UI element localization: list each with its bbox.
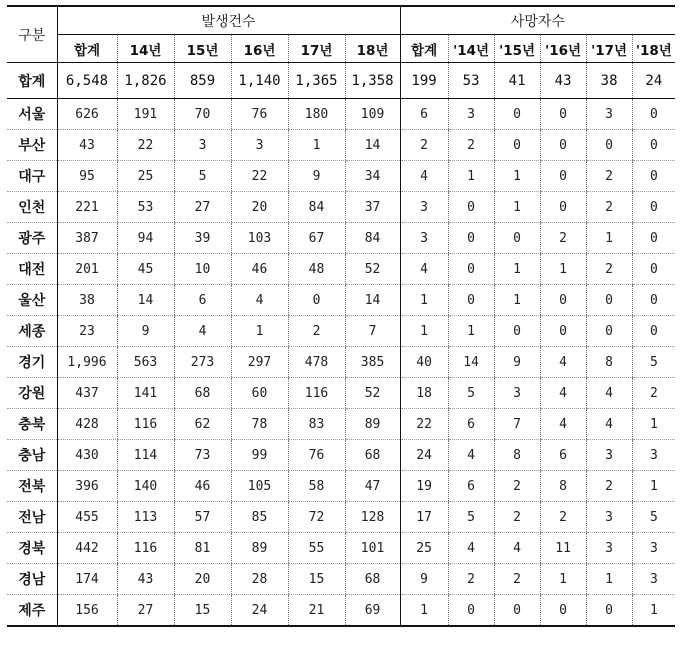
deaths-cell: 24 (400, 440, 448, 471)
deaths-cell: 0 (586, 595, 632, 627)
deaths-cell: 18 (400, 378, 448, 409)
occurrence-cell: 73 (174, 440, 231, 471)
deaths-cell: 1 (632, 595, 675, 627)
occurrence-cell: 99 (231, 440, 288, 471)
occurrence-cell: 94 (117, 223, 174, 254)
deaths-cell: 5 (448, 502, 494, 533)
row-label: 전북 (7, 471, 57, 502)
occurrence-cell: 89 (231, 533, 288, 564)
occurrence-col-header: 15년 (174, 35, 231, 63)
total-cell: 43 (540, 63, 586, 99)
occurrence-cell: 23 (57, 316, 117, 347)
deaths-cell: 4 (540, 378, 586, 409)
total-cell: 1,826 (117, 63, 174, 99)
deaths-cell: 0 (586, 285, 632, 316)
table-row (7, 502, 675, 533)
table-row (7, 595, 675, 627)
statistics-table (7, 5, 675, 627)
deaths-cell: 0 (540, 161, 586, 192)
occurrence-cell: 81 (174, 533, 231, 564)
deaths-cell: 2 (586, 471, 632, 502)
deaths-cell: 8 (540, 471, 586, 502)
deaths-cell: 1 (494, 285, 540, 316)
table-row (7, 223, 675, 254)
table-row (7, 378, 675, 409)
occurrence-cell: 14 (117, 285, 174, 316)
table-row (7, 285, 675, 316)
occurrence-cell: 116 (117, 409, 174, 440)
deaths-cell: 25 (400, 533, 448, 564)
occurrence-cell: 78 (231, 409, 288, 440)
total-cell: 1,358 (345, 63, 400, 99)
occurrence-cell: 626 (57, 99, 117, 130)
occurrence-cell: 103 (231, 223, 288, 254)
total-cell: 199 (400, 63, 448, 99)
deaths-cell: 9 (494, 347, 540, 378)
occurrence-cell: 101 (345, 533, 400, 564)
occurrence-cell: 1 (231, 316, 288, 347)
deaths-cell: 3 (632, 564, 675, 595)
deaths-cell: 7 (494, 409, 540, 440)
deaths-col-header: '15년 (494, 35, 540, 63)
occurrence-cell: 20 (231, 192, 288, 223)
deaths-cell: 1 (448, 161, 494, 192)
deaths-cell: 1 (494, 192, 540, 223)
row-label: 제주 (18, 603, 46, 619)
occurrence-cell: 114 (117, 440, 174, 471)
occurrence-cell: 1 (288, 130, 345, 161)
deaths-cell: 4 (586, 409, 632, 440)
occurrence-cell: 141 (117, 378, 174, 409)
deaths-cell: 0 (494, 130, 540, 161)
occurrence-cell: 28 (231, 564, 288, 595)
deaths-cell: 2 (400, 130, 448, 161)
deaths-cell: 3 (632, 440, 675, 471)
table-row (7, 564, 675, 595)
row-label: 서울 (7, 99, 57, 130)
deaths-cell: 2 (494, 502, 540, 533)
deaths-cell: 1 (494, 161, 540, 192)
occurrence-cell: 9 (117, 316, 174, 347)
occurrence-cell: 27 (117, 595, 174, 627)
occurrence-cell: 478 (288, 347, 345, 378)
deaths-cell: 3 (632, 533, 675, 564)
deaths-cell: 11 (540, 533, 586, 564)
occurrence-cell: 180 (288, 99, 345, 130)
occurrence-cell: 1,996 (57, 347, 117, 378)
occurrence-cell: 25 (117, 161, 174, 192)
deaths-cell: 3 (448, 99, 494, 130)
deaths-cell: 4 (448, 440, 494, 471)
deaths-col-header: '16년 (540, 35, 586, 63)
deaths-cell: 6 (448, 471, 494, 502)
deaths-cell: 1 (448, 316, 494, 347)
occurrence-cell: 83 (288, 409, 345, 440)
occurrence-cell: 396 (57, 471, 117, 502)
occurrence-cell: 84 (288, 192, 345, 223)
total-cell: 38 (586, 63, 632, 99)
deaths-cell: 2 (540, 502, 586, 533)
deaths-cell: 3 (586, 533, 632, 564)
deaths-cell: 0 (586, 130, 632, 161)
deaths-col-header: 합계 (400, 35, 448, 63)
occurrence-cell: 21 (288, 595, 345, 627)
occurrence-cell: 85 (231, 502, 288, 533)
deaths-cell: 5 (632, 347, 675, 378)
deaths-cell: 1 (586, 223, 632, 254)
deaths-cell: 0 (540, 130, 586, 161)
occurrence-cell: 38 (57, 285, 117, 316)
table-header (7, 6, 675, 63)
deaths-col-header: '18년 (632, 35, 675, 63)
occurrence-cell: 201 (57, 254, 117, 285)
deaths-cell: 2 (448, 564, 494, 595)
deaths-cell: 5 (632, 502, 675, 533)
table-row (7, 161, 675, 192)
occurrence-cell: 76 (231, 99, 288, 130)
deaths-cell: 0 (632, 130, 675, 161)
deaths-cell: 0 (494, 316, 540, 347)
occurrence-cell: 20 (174, 564, 231, 595)
occurrence-cell: 37 (345, 192, 400, 223)
occurrence-cell: 15 (288, 564, 345, 595)
region-rows (7, 99, 675, 627)
occurrence-cell: 221 (57, 192, 117, 223)
row-label: 울산 (7, 285, 57, 316)
row-label: 세종 (7, 316, 57, 347)
total-cell: 24 (632, 63, 675, 99)
occurrence-cell: 428 (57, 409, 117, 440)
row-label: 충남 (7, 440, 57, 471)
deaths-cell: 5 (448, 378, 494, 409)
total-cell: 6,548 (57, 63, 117, 99)
deaths-cell: 0 (494, 223, 540, 254)
occurrence-cell: 7 (345, 316, 400, 347)
occurrence-cell: 4 (174, 316, 231, 347)
deaths-cell: 4 (586, 378, 632, 409)
occurrence-cell: 68 (345, 564, 400, 595)
deaths-cell: 1 (400, 316, 448, 347)
occurrence-cell: 14 (345, 130, 400, 161)
occurrence-cell: 4 (231, 285, 288, 316)
deaths-cell: 2 (448, 130, 494, 161)
occurrence-col-header: 합계 (57, 35, 117, 63)
total-cell: 1,365 (288, 63, 345, 99)
total-cell: 859 (174, 63, 231, 99)
table-row (7, 130, 675, 161)
occurrence-cell: 60 (231, 378, 288, 409)
occurrence-cell: 15 (174, 595, 231, 627)
row-label: 대구 (7, 161, 57, 192)
occurrence-cell: 39 (174, 223, 231, 254)
deaths-cell: 0 (448, 595, 494, 627)
deaths-cell: 0 (632, 223, 675, 254)
deaths-cell: 1 (632, 409, 675, 440)
deaths-group-header: 사망자수 (400, 6, 675, 35)
occurrence-cell: 67 (288, 223, 345, 254)
deaths-cell: 4 (400, 161, 448, 192)
deaths-cell: 0 (494, 595, 540, 627)
deaths-cell: 2 (540, 223, 586, 254)
deaths-cell: 3 (586, 99, 632, 130)
deaths-cell: 0 (540, 99, 586, 130)
occurrence-cell: 89 (345, 409, 400, 440)
occurrence-cell: 387 (57, 223, 117, 254)
deaths-cell: 40 (400, 347, 448, 378)
occurrence-cell: 2 (288, 316, 345, 347)
deaths-cell: 0 (632, 161, 675, 192)
deaths-cell: 8 (494, 440, 540, 471)
occurrence-cell: 84 (345, 223, 400, 254)
table-row (7, 347, 675, 378)
deaths-cell: 4 (540, 409, 586, 440)
table-row (7, 99, 675, 130)
occurrence-cell: 34 (345, 161, 400, 192)
occurrence-cell: 27 (174, 192, 231, 223)
occurrence-group-header: 발생건수 (57, 6, 400, 35)
occurrence-col-header: 17년 (288, 35, 345, 63)
occurrence-cell: 442 (57, 533, 117, 564)
deaths-cell: 0 (540, 595, 586, 627)
table-row (7, 440, 675, 471)
deaths-cell: 2 (494, 564, 540, 595)
table-row (7, 471, 675, 502)
deaths-cell: 0 (632, 99, 675, 130)
table-row (7, 254, 675, 285)
deaths-cell: 1 (400, 285, 448, 316)
deaths-cell: 3 (400, 192, 448, 223)
table-row (7, 409, 675, 440)
occurrence-cell: 76 (288, 440, 345, 471)
occurrence-cell: 58 (288, 471, 345, 502)
category-header: 구분 (7, 6, 57, 63)
occurrence-cell: 14 (345, 285, 400, 316)
occurrence-cell: 0 (288, 285, 345, 316)
occurrence-cell: 52 (345, 254, 400, 285)
occurrence-cell: 116 (117, 533, 174, 564)
occurrence-cell: 116 (288, 378, 345, 409)
deaths-cell: 3 (494, 378, 540, 409)
row-label: 경남 (7, 564, 57, 595)
occurrence-cell: 69 (345, 595, 400, 627)
total-cell: 53 (448, 63, 494, 99)
occurrence-cell: 430 (57, 440, 117, 471)
deaths-cell: 17 (400, 502, 448, 533)
deaths-cell: 0 (540, 285, 586, 316)
deaths-cell: 0 (632, 316, 675, 347)
deaths-cell: 3 (400, 223, 448, 254)
occurrence-cell: 52 (345, 378, 400, 409)
deaths-cell: 2 (586, 192, 632, 223)
occurrence-cell: 174 (57, 564, 117, 595)
row-label: 부산 (7, 130, 57, 161)
occurrence-cell: 437 (57, 378, 117, 409)
deaths-cell: 14 (448, 347, 494, 378)
occurrence-cell: 43 (57, 130, 117, 161)
deaths-cell: 4 (400, 254, 448, 285)
occurrence-cell: 48 (288, 254, 345, 285)
occurrence-cell: 297 (231, 347, 288, 378)
deaths-cell: 8 (586, 347, 632, 378)
deaths-cell: 4 (494, 533, 540, 564)
row-label: 강원 (7, 378, 57, 409)
total-section (7, 63, 675, 99)
table-row (7, 533, 675, 564)
row-label: 광주 (7, 223, 57, 254)
occurrence-cell: 105 (231, 471, 288, 502)
deaths-cell: 6 (448, 409, 494, 440)
occurrence-cell: 72 (288, 502, 345, 533)
deaths-cell: 1 (494, 254, 540, 285)
occurrence-cell: 563 (117, 347, 174, 378)
row-label: 인천 (7, 192, 57, 223)
row-label: 전남 (7, 502, 57, 533)
row-label: 합계 (7, 63, 57, 99)
occurrence-cell: 68 (174, 378, 231, 409)
deaths-cell: 0 (494, 99, 540, 130)
table-row (7, 192, 675, 223)
occurrence-cell: 3 (231, 130, 288, 161)
deaths-cell: 2 (632, 378, 675, 409)
table-row (7, 316, 675, 347)
deaths-cell: 0 (540, 192, 586, 223)
deaths-cell: 0 (448, 254, 494, 285)
deaths-cell: 0 (632, 192, 675, 223)
occurrence-cell: 47 (345, 471, 400, 502)
occurrence-cell: 128 (345, 502, 400, 533)
deaths-cell: 3 (586, 502, 632, 533)
occurrence-col-header: 16년 (231, 35, 288, 63)
deaths-cell: 3 (586, 440, 632, 471)
deaths-cell: 1 (632, 471, 675, 502)
occurrence-col-header: 18년 (345, 35, 400, 63)
occurrence-cell: 62 (174, 409, 231, 440)
occurrence-cell: 57 (174, 502, 231, 533)
occurrence-cell: 5 (174, 161, 231, 192)
total-cell: 1,140 (231, 63, 288, 99)
deaths-cell: 0 (540, 316, 586, 347)
occurrence-cell: 273 (174, 347, 231, 378)
occurrence-cell: 113 (117, 502, 174, 533)
deaths-cell: 0 (448, 223, 494, 254)
occurrence-cell: 109 (345, 99, 400, 130)
occurrence-cell: 68 (345, 440, 400, 471)
occurrence-cell: 22 (117, 130, 174, 161)
row-label: 충북 (7, 409, 57, 440)
total-cell: 41 (494, 63, 540, 99)
total-row (7, 63, 675, 99)
deaths-col-header: '17년 (586, 35, 632, 63)
deaths-cell: 1 (540, 254, 586, 285)
occurrence-cell: 53 (117, 192, 174, 223)
occurrence-cell: 70 (174, 99, 231, 130)
deaths-cell: 0 (448, 285, 494, 316)
deaths-cell: 19 (400, 471, 448, 502)
occurrence-cell: 46 (174, 471, 231, 502)
row-label: 경기 (7, 347, 57, 378)
deaths-cell: 6 (400, 99, 448, 130)
deaths-cell: 2 (494, 471, 540, 502)
occurrence-cell: 191 (117, 99, 174, 130)
deaths-cell: 0 (586, 316, 632, 347)
occurrence-cell: 385 (345, 347, 400, 378)
deaths-cell: 2 (586, 254, 632, 285)
deaths-cell: 4 (540, 347, 586, 378)
occurrence-cell: 22 (231, 161, 288, 192)
row-label: 경북 (7, 533, 57, 564)
deaths-cell: 4 (448, 533, 494, 564)
deaths-cell: 0 (632, 285, 675, 316)
deaths-cell: 22 (400, 409, 448, 440)
occurrence-col-header: 14년 (117, 35, 174, 63)
deaths-cell: 0 (448, 192, 494, 223)
occurrence-cell: 45 (117, 254, 174, 285)
deaths-cell: 1 (400, 595, 448, 627)
occurrence-cell: 95 (57, 161, 117, 192)
deaths-cell: 6 (540, 440, 586, 471)
occurrence-cell: 3 (174, 130, 231, 161)
occurrence-cell: 9 (288, 161, 345, 192)
occurrence-cell: 10 (174, 254, 231, 285)
deaths-col-header: '14년 (448, 35, 494, 63)
deaths-cell: 1 (540, 564, 586, 595)
occurrence-cell: 455 (57, 502, 117, 533)
deaths-cell: 2 (586, 161, 632, 192)
occurrence-cell: 43 (117, 564, 174, 595)
deaths-cell: 0 (632, 254, 675, 285)
occurrence-cell: 55 (288, 533, 345, 564)
occurrence-cell: 24 (231, 595, 288, 627)
occurrence-cell: 156 (57, 595, 117, 627)
occurrence-cell: 6 (174, 285, 231, 316)
occurrence-cell: 140 (117, 471, 174, 502)
deaths-cell: 9 (400, 564, 448, 595)
row-label: 대전 (7, 254, 57, 285)
deaths-cell: 1 (586, 564, 632, 595)
occurrence-cell: 46 (231, 254, 288, 285)
